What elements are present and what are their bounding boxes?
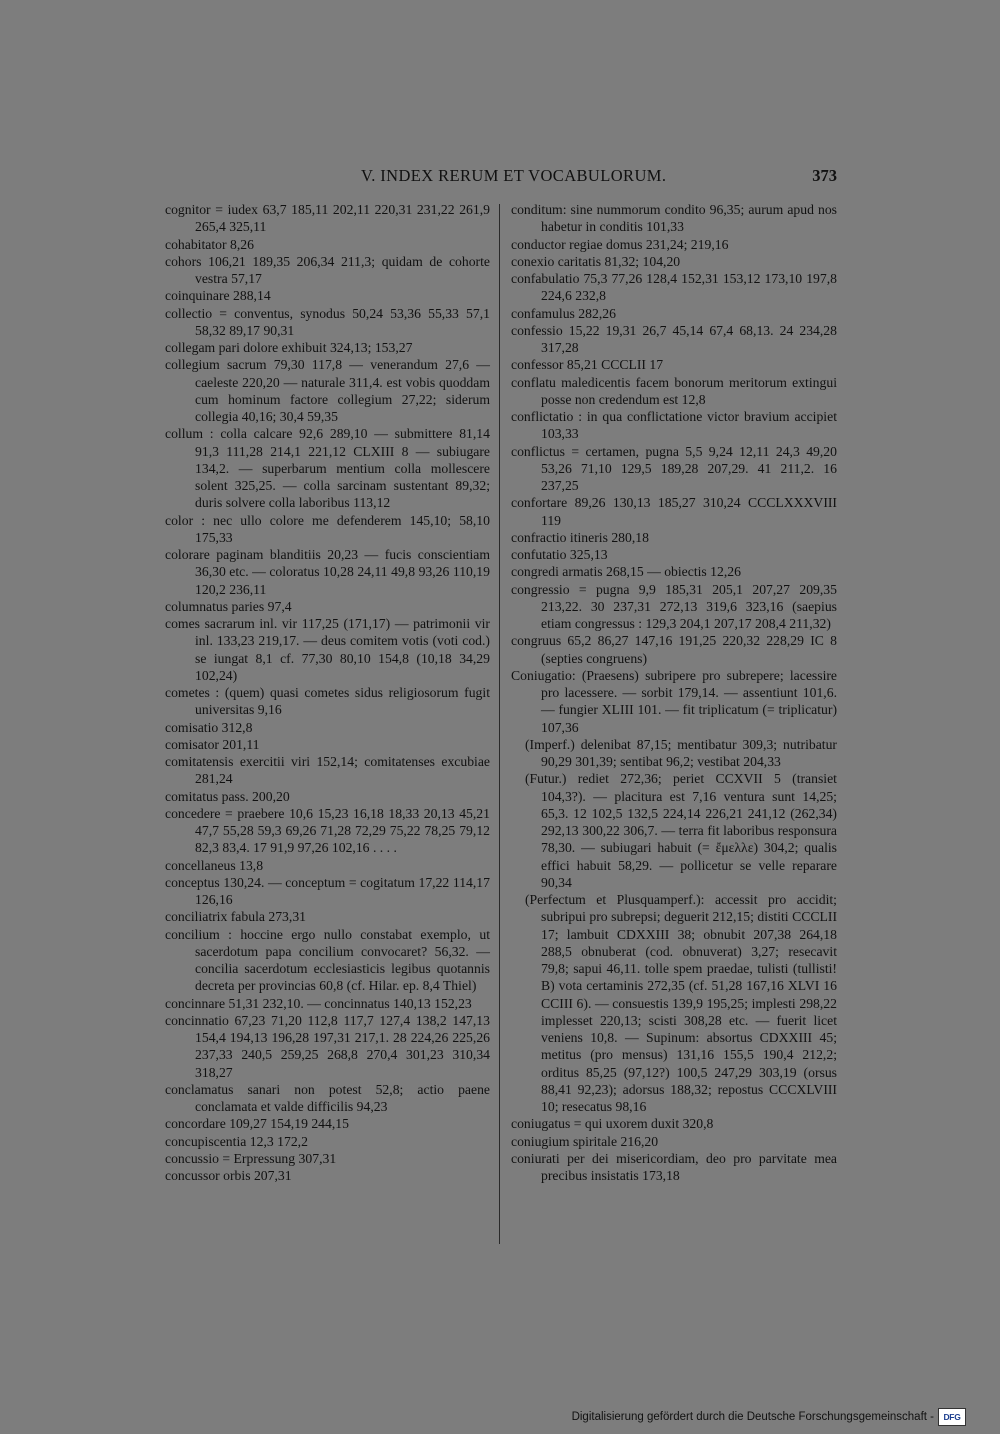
index-entry: concupiscentia 12,3 172,2 xyxy=(165,1133,308,1149)
index-entry: collegam pari dolore exhibuit 324,13; 153,27 xyxy=(165,340,413,355)
index-entry: comitatensis exercitii viri 152,14; comitatenses excubiae 281,24 xyxy=(165,754,490,787)
index-entry: conciliatrix fabula 273,31 xyxy=(165,909,307,925)
index-entry: congruus 65,2 86,27 147,16 191,25 220,32 228,29 IC 8 (septies congruens) xyxy=(511,633,837,666)
page-header xyxy=(165,166,837,188)
dfg-logo xyxy=(938,1408,966,1426)
index-entry: concedere = praebere 10,6 15,23 16,18 18,33 20,13 45,21 47,7 55,28 59,3 69,26 71,28 72,29 75,22 78,25 79,12 82,3 83,4. 17 91,9 97,26 102,16 . . . . xyxy=(165,805,490,856)
index-entry: columnatus paries 97,4 xyxy=(165,598,292,614)
index-entry: confessor 85,21 CCCLII 17 xyxy=(511,357,664,373)
index-entry: conclamatus sanari non potest 52,8; actio paene conclamata et valde difficilis 94,23 xyxy=(165,1081,490,1114)
index-entry: cometes : (quem) quasi cometes sidus religiosorum fugit universitas 9,16 xyxy=(165,685,490,718)
index-entry: collectio = conventus, synodus 50,24 53,36 55,33 57,1 58,32 89,17 90,31 xyxy=(165,305,490,338)
index-entry: confamulus 282,26 xyxy=(511,305,616,321)
index-entry: confabulatio 75,3 77,26 128,4 152,31 153,12 173,10 197,8 224,6 232,8 xyxy=(511,271,837,304)
index-subentry: (Imperf.) delenibat 87,15; mentibatur 309,3; nutribatur 90,29 301,39; sentibat 96,2; vestibat 204,33 xyxy=(525,736,837,769)
running-title: V. INDEX RERUM ET VOCABULORUM. xyxy=(361,166,667,185)
index-entry: conceptus 130,24. — conceptum = cogitatum 17,22 114,17 126,16 xyxy=(165,874,490,907)
index-entry: collum : colla calcare 92,6 289,10 — submittere 81,14 91,3 111,28 214,1 221,12 CLXIII 8 — subiugare 134,2. — superbarum mentium colla mollescere solent 325,25. — colla sarcinam sustentant 89,32; duris solvere colla laboribus 113,12 xyxy=(165,426,490,511)
index-entry: coniurati per dei misericordiam, deo pro parvitate mea precibus insistatis 173,18 xyxy=(511,1150,837,1183)
index-entry: conflatu maledicentis facem bonorum meritorum extingui posse non credendum est 12,8 xyxy=(511,374,837,407)
index-subentry: (Futur.) rediet 272,36; periet CCXVII 5 (transiet 104,3?). — placitura est 7,16 ventura sunt 14,25; 65,3. 12 102,5 132,5 224,14 226,21 241,12 (262,34) 292,13 300,22 306,7. — terra fit laboribus responsura 78,30. — subiugari habuit (= ἔμελλε) 304,2; qualis effici habuit 58,29. — pollicetur se velle reparare 90,34 xyxy=(525,771,837,890)
index-entry: comisatio 312,8 xyxy=(165,719,253,735)
index-entry: conditum: sine nummorum condito 96,35; aurum apud nos habetur in conditis 101,33 xyxy=(511,202,837,235)
index-entry: conexio caritatis 81,32; 104,20 xyxy=(511,253,681,269)
page-footer xyxy=(572,1406,966,1428)
index-entry: coniugatus = qui uxorem duxit 320,8 xyxy=(511,1116,714,1132)
page-number: 373 xyxy=(812,166,837,185)
index-entry: comes sacrarum inl. vir 117,25 (171,17) — patrimonii vir inl. 133,23 219,17. — deus comitem votis (voti cod.) se iungat 8,1 cf. 77,30 80,10 154,8 (10,18 34,29 102,24) xyxy=(165,616,490,683)
index-entry: congressio = pugna 9,9 185,31 205,1 207,27 209,35 213,22. 30 237,31 272,13 319,6 323,16 (saepius etiam congressus : 129,3 204,1 207,17 208,4 211,32) xyxy=(511,581,837,631)
index-entry: confessio 15,22 19,31 26,7 45,14 67,4 68,13. 24 234,28 317,28 xyxy=(511,322,837,355)
index-entry: concussor orbis 207,31 xyxy=(165,1168,292,1183)
footer-credit: Digitalisierung gefördert durch die Deutsche Forschungsgemeinschaft - xyxy=(571,1411,934,1423)
index-entry: conductor regiae domus 231,24; 219,16 xyxy=(511,236,729,252)
index-entry: coinquinare 288,14 xyxy=(165,288,271,304)
index-entry: color : nec ullo colore me defenderem 145,10; 58,10 175,33 xyxy=(165,512,490,545)
column-divider xyxy=(499,204,500,1244)
index-entry: confutatio 325,13 xyxy=(511,547,608,562)
dfg-logo-text: DFG xyxy=(943,1412,961,1422)
index-entry: collegium sacrum 79,30 117,8 — venerandum 27,6 — caeleste 220,20 — naturale 311,4. est vobis quoddam cum hominum factore collegium 27,22; siderum collegia 40,16; 30,4 59,35 xyxy=(165,357,490,424)
index-column-left xyxy=(165,201,490,1184)
index-entry: confortare 89,26 130,13 185,27 310,24 CCCLXXXVIII 119 xyxy=(511,495,837,528)
index-entry: confractio itineris 280,18 xyxy=(511,529,649,545)
index-entry: comitatus pass. 200,20 xyxy=(165,788,290,804)
index-entry: colorare paginam blanditiis 20,23 — fucis conscientiam 36,30 etc. — coloratus 10,28 24,11 49,8 93,26 110,19 120,2 236,11 xyxy=(165,547,490,597)
index-entry: conflictus = certamen, pugna 5,5 9,24 12,11 24,3 49,20 53,26 71,10 129,5 189,28 207,29. 41 211,2. 16 237,25 xyxy=(511,443,837,493)
index-entry: cohors 106,21 189,35 206,34 211,3; quidam de cohorte vestra 57,17 xyxy=(165,253,490,286)
index-entry: conflictatio : in qua conflictatione victor bravium accipiet 103,33 xyxy=(511,409,837,442)
index-entry: concordare 109,27 154,19 244,15 xyxy=(165,1116,349,1132)
index-entry: concinnatio 67,23 71,20 112,8 117,7 127,4 138,2 147,13 154,4 194,13 196,28 197,31 217,1. 28 224,26 225,26 237,33 240,5 259,25 268,8 270,4 301,23 310,34 318,27 xyxy=(165,1012,490,1080)
index-entry: concinnare 51,31 232,10. — concinnatus 140,13 152,23 xyxy=(165,995,472,1011)
index-entry: concellaneus 13,8 xyxy=(165,857,264,873)
index-entry: concussio = Erpressung 307,31 xyxy=(165,1150,337,1166)
index-entry: coniugium spiritale 216,20 xyxy=(511,1133,659,1149)
index-column-right xyxy=(511,201,837,1184)
index-entry: congredi armatis 268,15 — obiectis 12,26 xyxy=(511,564,741,580)
index-entry: cohabitator 8,26 xyxy=(165,236,254,252)
index-entry: cognitor = iudex 63,7 185,11 202,11 220,31 231,22 261,9 265,4 325,11 xyxy=(165,202,490,235)
index-entry: comisator 201,11 xyxy=(165,736,260,752)
index-entry: Coniugatio: (Praesens) subripere pro subrepere; lacessire pro lacessere. — sorbit 179,14. — assentiunt 101,6. — fungier XLIII 101. — fit triplicatum (= triplicatur) 107,36 xyxy=(511,667,837,735)
index-subentry: (Perfectum et Plusquamperf.): accessit pro accidit; subripui pro subrepsi; deguerit 212,15; distiti CCCLII 17; lambuit CDXXIII 38; obnubit 207,38 264,18 288,5 obnuberat (cod. obnuverat) 3,27; resecavit 79,8; sapui 46,11. tolle spem praedae, tulisti (tullisti! B) vota certaminis 272,35 (cf. 51,28 167,16 XLVI 16 CCIII 6). — consuestis 139,9 195,25; implesti 298,22 implesset 220,13; scisti 308,28 etc. — fuerit licet veniens 10,8. — Supinum: absortus CDXXIII 45; metitus (pro mensus) 131,16 155,5 190,4 212,2; orditus 85,25 (97,12?) 100,5 247,29 303,19 (orsus 88,41 92,23); adorsus 188,32; repostus CCCXLVIII 10; resecatus 98,16 xyxy=(525,892,837,1114)
index-entry: concilium : hoccine ergo nullo constabat exemplo, ut sacerdotum papa concilium convocaret? 56,32. — concilia sacerdotum ecclesiasticis legibus quotannis decreta per provincias 60,8 (cf. Hilar. ep. 8,4 Thiel) xyxy=(165,926,490,994)
